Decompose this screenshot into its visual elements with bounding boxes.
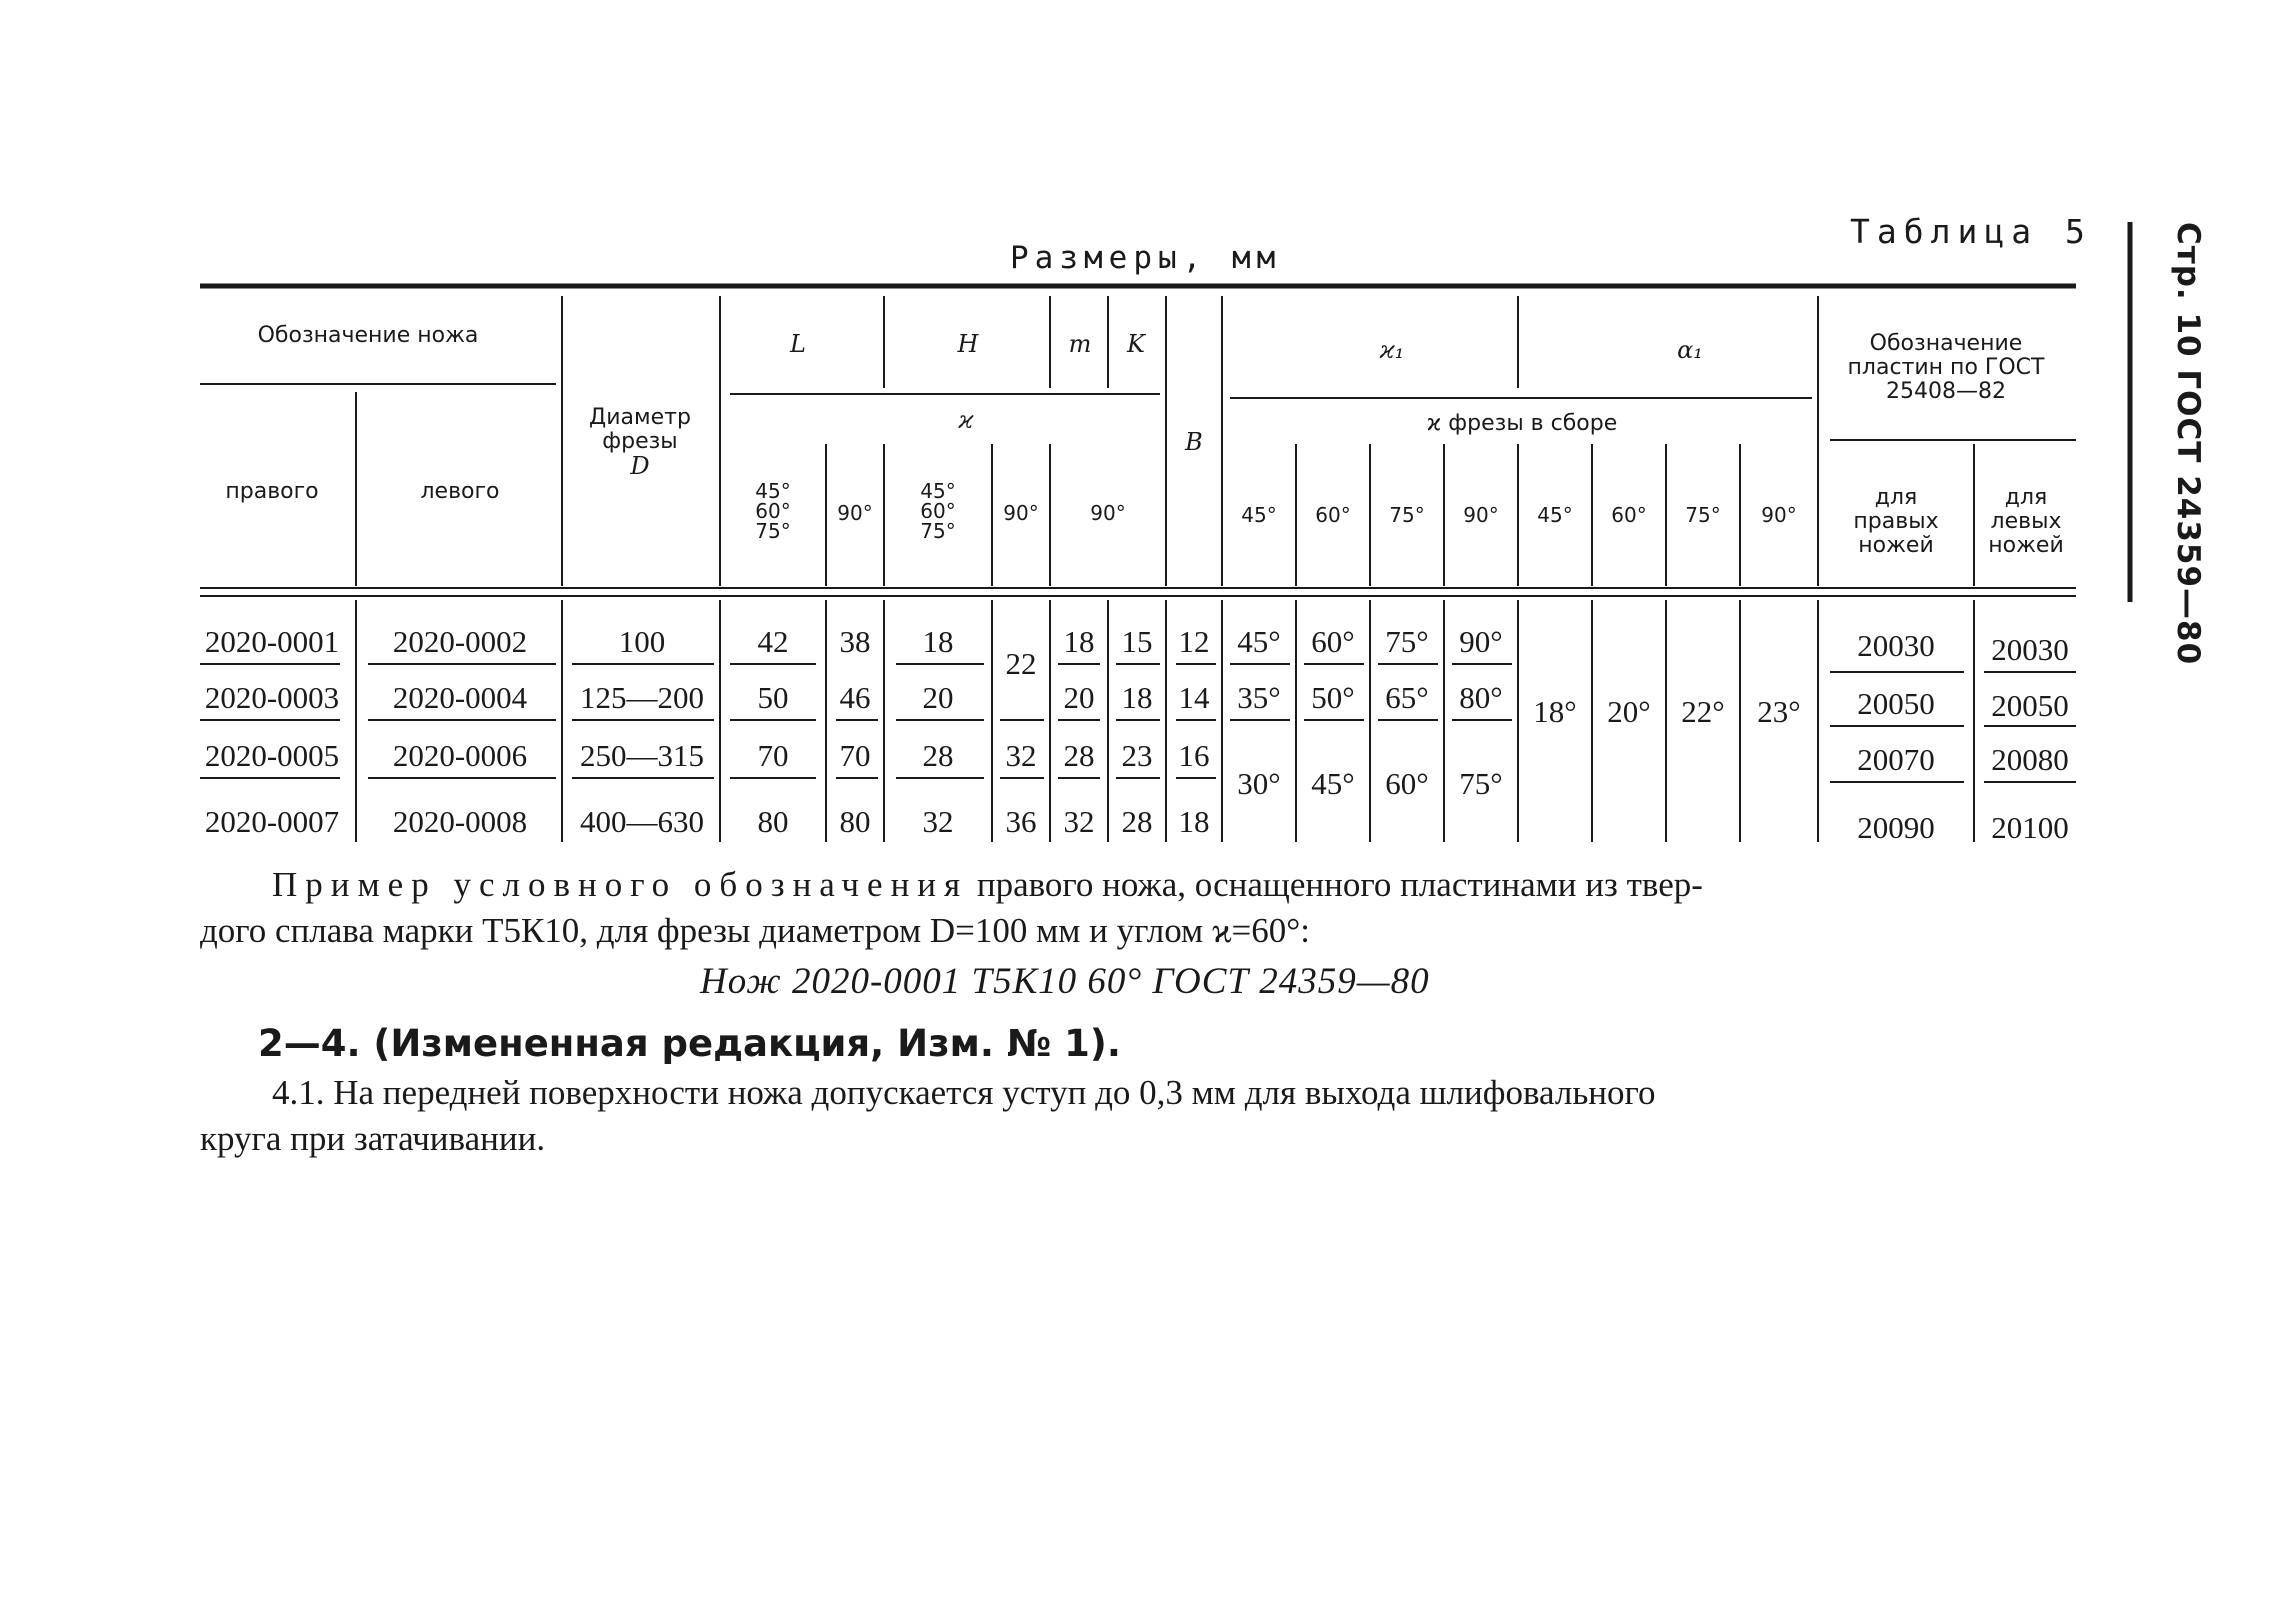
- cell-H1-2: 20: [922, 680, 954, 715]
- hdr-L-90: 90°: [837, 501, 873, 525]
- hdr-plates-3: 25408—82: [1886, 379, 2006, 404]
- hdr-k1-90: 90°: [1463, 503, 1499, 527]
- cell-k60-rows34: 45°: [1311, 766, 1355, 801]
- hdr-k1-60: 60°: [1315, 503, 1351, 527]
- cell-left-2: 2020-0004: [392, 680, 528, 715]
- hdr-H-90: 90°: [1003, 501, 1039, 525]
- cell-B-1: 12: [1178, 624, 1210, 659]
- hdr-for-right-3: ножей: [1858, 533, 1934, 558]
- cell-H2-rows12: 22: [1005, 646, 1037, 681]
- cell-L1-1: 42: [757, 624, 789, 659]
- hdr-diameter-3: D: [630, 452, 650, 480]
- cell-k75-2: 65°: [1385, 680, 1429, 715]
- hdr-designation: Обозначение ножа: [257, 323, 479, 348]
- cell-k90-2: 80°: [1459, 680, 1503, 715]
- cell-D-4: 400—630: [580, 804, 704, 839]
- hdr-k1-75: 75°: [1389, 503, 1425, 527]
- cell-K-3: 23: [1121, 738, 1153, 773]
- cell-left-1: 2020-0002: [392, 624, 528, 659]
- cell-left-3: 2020-0006: [392, 738, 528, 773]
- hdr-K: K: [1127, 330, 1145, 358]
- cell-plate-l-3: 20080: [1991, 742, 2069, 777]
- cell-k45-rows34: 30°: [1237, 766, 1281, 801]
- clause-line2: круга при затачивании.: [200, 1119, 546, 1158]
- cell-alpha45: 18°: [1533, 694, 1577, 729]
- cell-L2-1: 38: [839, 624, 871, 659]
- cell-L2-2: 46: [839, 680, 871, 715]
- cell-plate-r-2: 20050: [1857, 686, 1935, 721]
- cell-m-3: 28: [1063, 738, 1095, 773]
- cell-L1-3: 70: [757, 738, 789, 773]
- cell-k90-rows34: 75°: [1459, 766, 1503, 801]
- example-paragraph: [200, 862, 2090, 954]
- cell-H1-4: 32: [922, 804, 954, 839]
- hdr-a1-75: 75°: [1685, 503, 1721, 527]
- cell-right-4: 2020-0007: [204, 804, 340, 839]
- cell-B-3: 16: [1178, 738, 1210, 773]
- hdr-for-left-3: ножей: [1988, 533, 2064, 558]
- hdr-diameter-1: Диаметр: [589, 405, 691, 430]
- cell-L1-4: 80: [757, 804, 789, 839]
- cell-B-4: 18: [1178, 804, 1210, 839]
- hdr-for-left-2: левых: [1990, 509, 2062, 534]
- hdr-L: L: [790, 330, 806, 358]
- hdr-H-a3: 75°: [920, 519, 956, 543]
- cell-plate-l-1: 20030: [1991, 632, 2069, 667]
- hdr-left: левого: [420, 479, 500, 504]
- units-caption: Размеры, мм: [1010, 240, 1282, 276]
- cell-right-1: 2020-0001: [204, 624, 340, 659]
- cell-k45-2: 35°: [1237, 680, 1281, 715]
- hdr-H: H: [957, 330, 979, 358]
- hdr-mK-90: 90°: [1090, 501, 1126, 525]
- cell-plate-r-1: 20030: [1857, 628, 1935, 663]
- hdr-H-a1: 45°: [920, 479, 956, 503]
- designation-example: Нож 2020-0001 Т5К10 60° ГОСТ 24359—80: [700, 961, 1430, 1002]
- cell-H2-row3: 32: [1005, 738, 1037, 773]
- hdr-kappa1: ϰ₁: [1379, 336, 1405, 364]
- hdr-kappa: ϰ: [958, 406, 974, 434]
- cell-alpha75: 22°: [1681, 694, 1725, 729]
- cell-left-4: 2020-0008: [392, 804, 528, 839]
- cell-alpha90: 23°: [1757, 694, 1801, 729]
- hdr-L-a2: 60°: [755, 499, 791, 523]
- hdr-a1-60: 60°: [1611, 503, 1647, 527]
- cell-D-3: 250—315: [580, 738, 704, 773]
- hdr-kappa-assembly: ϰ фрезы в сборе: [1426, 411, 1618, 436]
- cell-right-3: 2020-0005: [204, 738, 340, 773]
- hdr-L-a1: 45°: [755, 479, 791, 503]
- hdr-B: B: [1185, 428, 1203, 456]
- page-label: Стр. 10 ГОСТ 24359—80: [2170, 222, 2206, 666]
- hdr-for-left-1: для: [2004, 485, 2048, 510]
- clause-paragraph: [200, 1070, 2090, 1162]
- cell-K-1: 15: [1121, 624, 1153, 659]
- cell-m-1: 18: [1063, 624, 1095, 659]
- hdr-plates-1: Обозначение: [1869, 331, 2023, 356]
- edition-note: 2—4. (Измененная редакция, Изм. № 1).: [258, 1022, 1121, 1065]
- cell-H1-1: 18: [922, 624, 954, 659]
- example-spaced-text: Пример условного обозначения: [272, 865, 969, 904]
- cell-right-2: 2020-0003: [204, 680, 340, 715]
- cell-k60-2: 50°: [1311, 680, 1355, 715]
- table-label: Таблица 5: [1850, 212, 2092, 251]
- hdr-a1-90: 90°: [1761, 503, 1797, 527]
- cell-m-2: 20: [1063, 680, 1095, 715]
- cell-k75-1: 75°: [1385, 624, 1429, 659]
- hdr-for-right-1: для: [1874, 485, 1918, 510]
- hdr-plates-2: пластин по ГОСТ: [1847, 355, 2045, 380]
- cell-k45-1: 45°: [1237, 624, 1281, 659]
- hdr-right: правого: [225, 479, 319, 504]
- hdr-L-a3: 75°: [755, 519, 791, 543]
- clause-line1: 4.1. На передней поверхности ножа допускается уступ до 0,3 мм для выхода шлифовального: [272, 1073, 1656, 1112]
- cell-L1-2: 50: [757, 680, 789, 715]
- cell-k75-rows34: 60°: [1385, 766, 1429, 801]
- hdr-H-a2: 60°: [920, 499, 956, 523]
- cell-L2-3: 70: [839, 738, 871, 773]
- cell-H2-row4: 36: [1005, 804, 1037, 839]
- cell-plate-r-3: 20070: [1857, 742, 1935, 777]
- cell-k90-1: 90°: [1459, 624, 1503, 659]
- hdr-for-right-2: правых: [1853, 509, 1939, 534]
- cell-D-1: 100: [618, 624, 666, 659]
- hdr-m: m: [1068, 330, 1092, 358]
- cell-m-4: 32: [1063, 804, 1095, 839]
- cell-plate-l-4: 20100: [1991, 810, 2069, 845]
- hdr-k1-45: 45°: [1241, 503, 1277, 527]
- example-line1-rest: правого ножа, оснащенного пластинами из твер-: [976, 865, 1703, 904]
- hdr-alpha1: α₁: [1677, 336, 1703, 364]
- cell-plate-l-2: 20050: [1991, 688, 2069, 723]
- hdr-diameter-2: фрезы: [602, 429, 678, 454]
- cell-H1-3: 28: [922, 738, 954, 773]
- cell-D-2: 125—200: [580, 680, 704, 715]
- cell-plate-r-4: 20090: [1857, 810, 1935, 845]
- cell-L2-4: 80: [839, 804, 871, 839]
- cell-B-2: 14: [1178, 680, 1210, 715]
- cell-K-2: 18: [1121, 680, 1153, 715]
- example-line2: дого сплава марки Т5К10, для фрезы диаметром D=100 мм и углом ϰ=60°:: [200, 911, 1311, 950]
- cell-k60-1: 60°: [1311, 624, 1355, 659]
- cell-alpha60: 20°: [1607, 694, 1651, 729]
- cell-K-4: 28: [1121, 804, 1153, 839]
- hdr-a1-45: 45°: [1537, 503, 1573, 527]
